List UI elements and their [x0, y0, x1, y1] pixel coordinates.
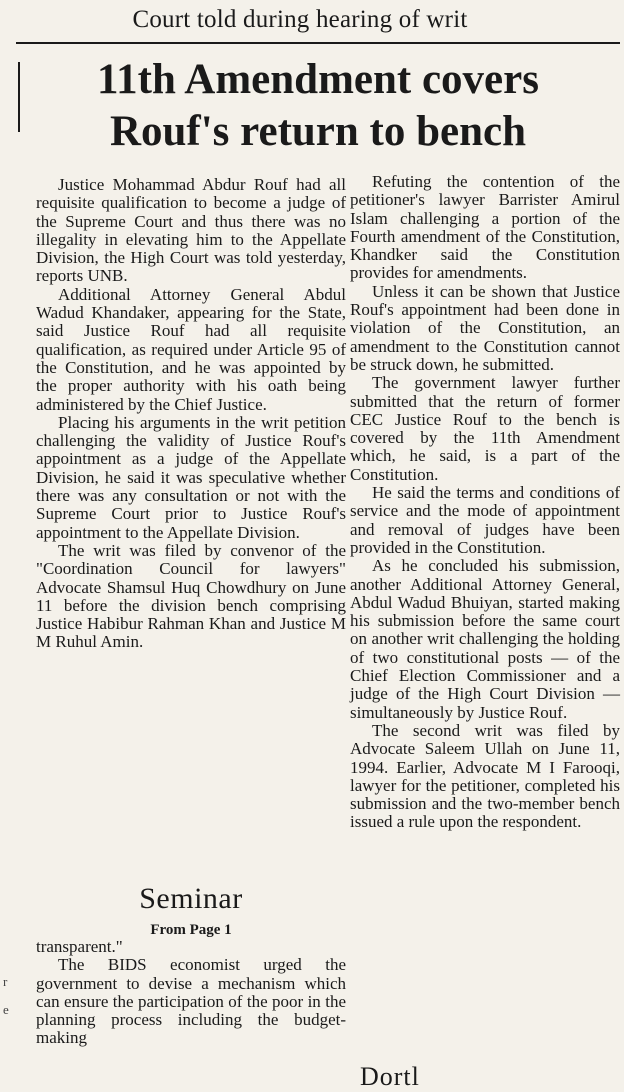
edge-mark: e [3, 1002, 9, 1017]
kicker-rule [16, 42, 620, 44]
seminar-heading: Seminar [139, 882, 243, 915]
seminar-text [36, 938, 346, 1048]
article-left-column [36, 176, 346, 652]
article-paragraph: The second writ was filed by Advocate Saleem Ullah on June 11, 1994. Earlier, Advocate M I Farooqi, lawyer for the petitioner, completed his submission and the two-member bench issued a rule upon the respondent. [350, 720, 620, 832]
article-paragraph: As he concluded his submission, another Additional Attorney General, Abdul Wadud Bhuiyan, started making his submission before the same court on another writ challenging the holding of two constitutional posts — of the Chief Election Commissioner and a judge of the High Court Division — simultaneously by Justice Rouf. [350, 556, 620, 722]
article-paragraph: The government lawyer further submitted that the return of former CEC Justice Rouf to the bench is covered by the 11th Amendment which, he said, is a part of the Constitution. [350, 373, 620, 484]
continuation-note: From Page 1 [150, 922, 232, 938]
article-paragraph: The writ was filed by convenor of the "Coordination Council for lawyers" Advocate Shamsul Huq Chowdhury on June 11 before the division bench comprising Justice Habibur Rahman Khan and Justice M M Ruhul Amin. [36, 540, 346, 652]
article-paragraph: He said the terms and conditions of service and the mode of appointment and removal of judges have been provided in the Constitution. [350, 483, 620, 557]
article-paragraph: Justice Mohammad Abdur Rouf had all requisite qualification to become a judge of the Supreme Court and thus there was no illegality in elevating him to the Appellate Division, the High Court was told yesterday, reports UNB. [36, 175, 346, 286]
article-right-column [350, 173, 620, 832]
article-paragraph: Additional Attorney General Abdul Wadud Khandaker, appearing for the State, said Justice Rouf had all requisite qualification, as required under Article 95 of the Constitution, and he was appointed by the proper authority with his oath being administered by the Chief Justice. [36, 284, 346, 414]
headline-line-2: Rouf's return to bench [109, 108, 527, 155]
edge-mark: r [3, 974, 8, 989]
seminar-paragraph: transparent." [36, 937, 123, 956]
article-paragraph: Refuting the contention of the petitioner's lawyer Barrister Amirul Islam challenging a portion of the Fourth amendment of the Constitution, Khandker said the Constitution provides for amendments. [350, 172, 620, 283]
edge-marks [3, 968, 9, 1024]
article-paragraph: Placing his arguments in the writ petition challenging the validity of Justice Rouf's appointment as a judge of the Appellate Division, he said it was speculative whether there was any consultation or not with the Supreme Court prior to Justice Rouf's appointment to the Appellate Division. [36, 412, 346, 542]
seminar-paragraph: The BIDS economist urged the government to devise a mechanism which can ensure the participation of the poor in the planning process including the budget-making [36, 955, 346, 1048]
article-kicker: Court told during hearing of writ [132, 6, 468, 33]
article-paragraph: Unless it can be shown that Justice Rouf's appointment had been done in violation of the Constitution, an amendment to the Constitution cannot be struck down, he submitted. [350, 281, 620, 374]
cut-off-heading: Dortl [360, 1062, 420, 1091]
headline-line-1: 11th Amendment covers [97, 56, 539, 103]
article-headline [16, 54, 620, 158]
